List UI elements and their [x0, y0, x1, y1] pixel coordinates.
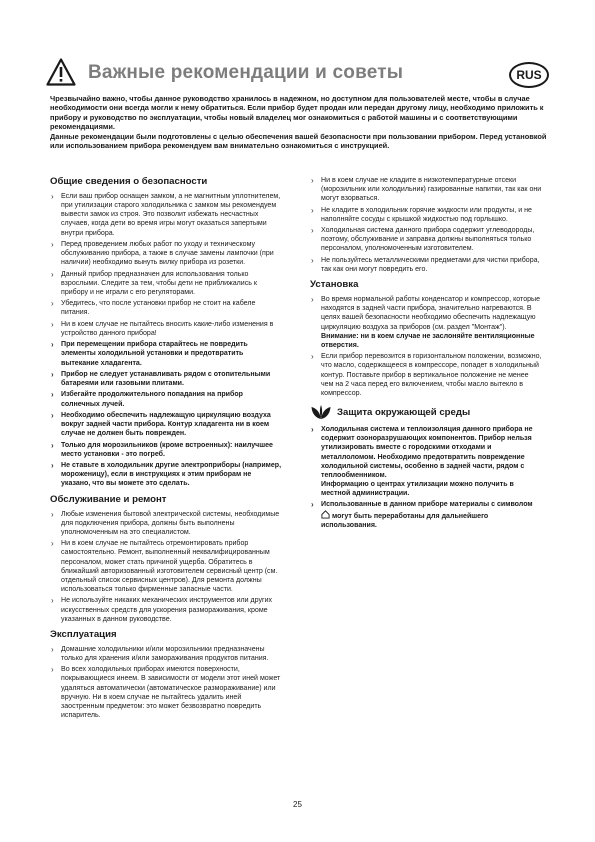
- page-title: Важные рекомендации и советы: [88, 62, 404, 83]
- page-header: [46, 58, 551, 92]
- section-heading-general-safety: Общие сведения о безопасности: [50, 176, 208, 187]
- list-item: › Только для морозильников (кроме встроенных): наилучшее место установки - это погреб.: [50, 441, 282, 459]
- list-item: › Избегайте продолжительного попадания на прибор солнечных лучей.: [50, 390, 282, 408]
- operation-list-continued: [310, 176, 542, 274]
- intro-text: [50, 94, 550, 150]
- list-item: › Данный прибор предназначен для использования только взрослыми. Следите за тем, чтобы дети не приближались к прибору и не играли с его регуляторами.: [50, 270, 282, 297]
- environment-heading-row: [310, 404, 542, 420]
- list-item: › Убедитесь, что после установки прибор не стоит на кабеле питания.: [50, 299, 282, 317]
- page-number: 25: [293, 800, 302, 809]
- list-item: › Ни в коем случае не пытайтесь отремонтировать прибор самостоятельно. Ремонт, выполненный неквалифицированным персоналом, может стать причиной ущерба. Обратитесь в ближайший авторизованный изготовителем сервисный центр (см. отдельный список сервисных центров). Для ремонта должны использоваться только фирменные запасные части.: [50, 539, 282, 594]
- list-item: › Прибор не следует устанавливать рядом с отопительными батареями или газовыми плитами.: [50, 370, 282, 388]
- list-item: › Домашние холодильники и/или морозильники предназначены только для хранения и/или замораживания продуктов питания.: [50, 645, 282, 663]
- environment-item-text-before: Использованные в данном приборе материалы с символом: [321, 501, 533, 509]
- environment-item-text-after: могут быть переработаны для дальнейшего использования.: [321, 512, 489, 529]
- installation-list: [310, 295, 542, 398]
- leaves-icon: [310, 404, 332, 420]
- left-column: [50, 176, 282, 725]
- installation-item-text: Во время нормальной работы конденсатор и компрессор, которые находятся в задней части прибора, значительно нагреваются. В целях вашей безопасности необходимо обеспечить надлежащую циркуляцию воздуха за приборов (см. раздел "Монтаж").: [321, 296, 541, 331]
- list-item: › Не кладите в холодильник горячие жидкости или продукты, и не наполняйте сосуды с крышкой жидкостью под горлышко.: [310, 206, 542, 224]
- list-item: [310, 500, 542, 529]
- language-badge: RUS: [509, 62, 549, 88]
- warning-triangle-icon: [46, 58, 76, 86]
- list-item: [310, 295, 542, 350]
- list-item: › Перед проведением любых работ по уходу и техническому обслуживанию прибора, а также в случае замены лампочки (при наличии) необходимо вынуть вилку прибора из розетки.: [50, 240, 282, 267]
- intro-paragraph-1: Чрезвычайно важно, чтобы данное руководство хранилось в надежном, но доступном для пользователей месте, чтобы в случае необходимости они всегда могли к нему обратиться. Если прибор будет продан или передан другому лицу, необходимо приложить к прибору и руководство по эксплуатации, чтобы новый владелец мог ознакомиться с работой машины и с соответствующими рекомендациями.: [50, 94, 544, 132]
- list-item: [310, 425, 542, 498]
- list-item: › Холодильная система данного прибора содержит углеводороды, поэтому, обслуживание и заправка должны выполняться только персоналом, уполномоченным изготовителем.: [310, 226, 542, 253]
- section-heading-operation: Эксплуатация: [50, 628, 117, 640]
- list-item: › Ни в коем случае не кладите в низкотемпературные отсеки (морозильник или холодильник) газированные напитки, так как они могут взорваться.: [310, 176, 542, 203]
- intro-paragraph-2: Данные рекомендации были подготовлены с целью обеспечения вашей безопасности при пользовании прибором. Перед установкой или использованием прибора рекомендуем вам внимательно ознакомиться с инструкцией.: [50, 131, 547, 151]
- list-item: › При перемещении прибора старайтесь не повредить элементы холодильной установки и предотвратить вытекание хладагента.: [50, 340, 282, 367]
- installation-item-note: Внимание: ни в коем случае не заслоняйте вентиляционные отверстия.: [321, 332, 535, 349]
- section-heading-installation: Установка: [310, 279, 359, 291]
- list-item: › Не пользуйтесь металлическими предметами для чистки прибора, так как они могут повредить его.: [310, 256, 542, 274]
- service-list: [50, 510, 282, 624]
- environment-item-text: Холодильная система и теплоизоляция данного прибора не содержит озоноразрушающих компонентов. Прибор нельзя утилизировать вместе с городскими отходами и металлоломом. Необходимо предотвратить повреждение холодильной системы, особенно в задней части, рядом с теплообменником.: [321, 426, 533, 479]
- list-item: › Необходимо обеспечить надлежащую циркуляцию воздуха вокруг задней части прибора. Контур хладагента ни в коем случае не должен быть поврежден.: [50, 411, 282, 438]
- list-item: › Любые изменения бытовой электрической системы, необходимые для подключения прибора, должны быть выполнены уполномоченным на это специалистом.: [50, 510, 282, 537]
- section-heading-environment: Защита окружающей среды: [337, 406, 471, 418]
- list-item: › Не ставьте в холодильник другие электроприборы (например, мороженицу), если в инструкциях к этим приборам не указано, что вы можете это сделать.: [50, 461, 282, 488]
- general-safety-list: [50, 192, 282, 489]
- list-item: › Если ваш прибор оснащен замком, а не магнитным уплотнителем, при утилизации старого холодильника с замком мы рекомендуем вывести замок из строя. Это позволит избежать несчастных случаев, когда дети во время игры могут оказаться запертыми внутри прибора.: [50, 192, 282, 238]
- recycling-house-icon: [321, 510, 330, 519]
- list-item: › Во всех холодильных приборах имеются поверхности, покрывающиеся инеем. В зависимости от модели этот иней может удаляться автоматически (автоматическое размораживание) или вручную. Ни в коем случае не пытайтесь удалить иней заостренным предметом: это может безвозвратно повредить испаритель.: [50, 665, 282, 720]
- list-item: › Не используйте никаких механических инструментов или других искусственных средств для ускорения размораживания, кроме указанных в данном руководстве.: [50, 596, 282, 623]
- environment-list: [310, 425, 542, 530]
- operation-list: [50, 645, 282, 720]
- list-item: › Если прибор перевозится в горизонтальном положении, возможно, что масло, содержащееся в компрессоре, попадет в холодильный контур. Поставьте прибор в вертикальное положение не менее чем на 2 часа перед его включением, чтобы масло вытекло в компрессор.: [310, 352, 542, 398]
- right-column: [310, 176, 542, 535]
- section-heading-service: Обслуживание и ремонт: [50, 493, 167, 505]
- environment-item-note: Информацию о центрах утилизации можно получить в местной администрации.: [321, 480, 514, 498]
- list-item: › Ни в коем случае не пытайтесь вносить какие-либо изменения в устройство данного прибора!: [50, 320, 282, 338]
